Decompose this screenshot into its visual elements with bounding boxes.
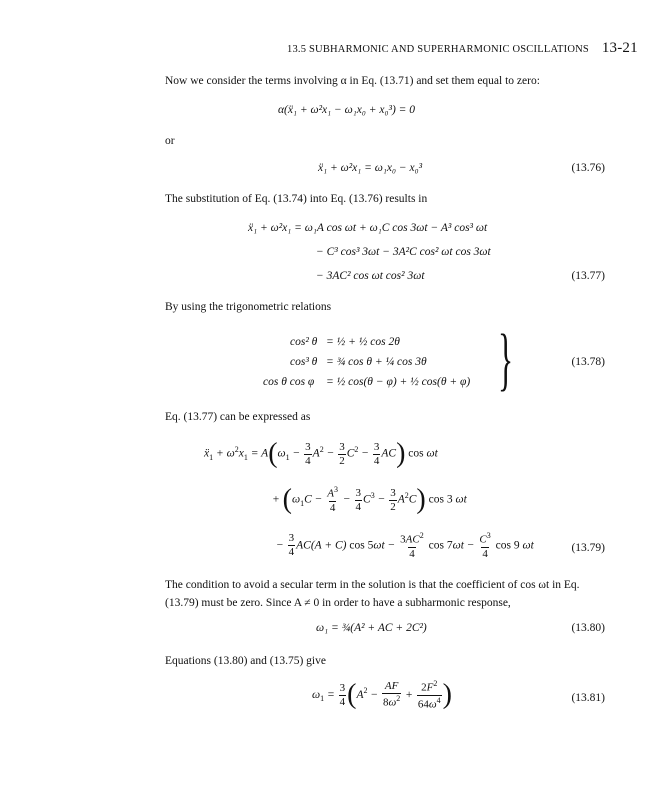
equation-13-78-line-1-rhs: = ½ + ½ cos 2θ: [326, 336, 400, 348]
right-brace: }: [498, 321, 514, 398]
paragraph-3: By using the trigonometric relations: [165, 301, 332, 313]
equation-13-77-line-2: − C³ cos³ 3ωt − 3A²C cos² ωt cos 3ωt: [316, 246, 491, 258]
equation-13-77-line-1: ẍ₁ + ω²x₁ = ω₁A cos ωt + ω₁C cos 3ωt − A³ cos³ ωt: [248, 222, 488, 234]
paragraph-1: Now we consider the terms involving α in Eq. (13.71) and set them equal to zero:: [165, 75, 540, 87]
equation-13-78-line-1-lhs: cos² θ: [290, 336, 318, 348]
equation-13-79-line-2: + ($\omega_1C$ − $\frac{A^3}{4}$ − $\frac{3}{4}$ $C^3$ − $\frac{3}{2}$ $A^2C$) cos 3 ωt: [272, 484, 467, 515]
equation-13-78-line-2-lhs: cos³ θ: [290, 356, 318, 368]
equation-number-13-79: (13.79): [571, 542, 605, 554]
equation-alpha: α(ẍ₁ + ω²x₁ − ω₁x₀ + x₀³) = 0: [278, 104, 416, 116]
equation-number-13-80: (13.80): [571, 622, 605, 634]
page-number: 13-21: [601, 40, 638, 56]
equation-number-13-78: (13.78): [571, 356, 605, 368]
equation-number-13-81: (13.81): [571, 692, 605, 704]
equation-number-13-76: (13.76): [571, 162, 605, 174]
equation-13-78-line-2-rhs: = ¾ cos θ + ¼ cos 3θ: [326, 356, 427, 368]
equation-13-77-line-3: − 3AC² cos ωt cos² 3ωt: [316, 270, 425, 282]
equation-13-78-line-3-lhs: cos θ cos φ: [263, 376, 315, 388]
paragraph-4: Eq. (13.77) can be expressed as: [165, 411, 311, 423]
section-title: 13.5 SUBHARMONIC AND SUPERHARMONIC OSCILLATIONS: [287, 44, 589, 55]
paragraph-or: or: [165, 135, 175, 147]
paragraph-6: Equations (13.80) and (13.75) give: [165, 655, 326, 667]
equation-13-80: ω₁ = ¾(A² + AC + 2C²): [316, 622, 427, 634]
equation-13-81: $\omega_1$ = $\frac{3}{4}$ ($A^2$ − $\frac{AF}{8\omega^2}$ + $\frac{2F^2}{64\omega^4}$ ): [312, 679, 452, 711]
equation-13-78-line-3-rhs: = ½ cos(θ − φ) + ½ cos(θ + φ): [326, 376, 471, 388]
paragraph-2: The substitution of Eq. (13.74) into Eq. (13.76) results in: [165, 193, 428, 205]
equation-13-79-line-1: ẍ$_1$ + $\omega^2x_1 = A(\omega_1$ − $\frac{3}{4}$ $A^2$ − $\frac{3}{2}$ $C^2$ − $\frac{3}{4}$ AC) cos ωt: [204, 438, 438, 469]
equation-13-76: ẍ₁ + ω²x₁ = ω₁x₀ − x₀³: [318, 162, 423, 174]
equation-number-13-77: (13.77): [571, 270, 605, 282]
equation-13-79-line-3: − $\frac{3}{4}$ AC(A + C) cos 5ωt − $\frac{3AC^2}{4}$ cos 7ωt − $\frac{C^3}{4}$ cos 9 ωt: [276, 531, 534, 560]
running-header: [287, 40, 638, 57]
paragraph-5: The condition to avoid a secular term in the solution is that the coefficient of cos ωt in Eq. (13.79) must be zero. Since A ≠ 0 in order to have a subharmonic response,: [165, 579, 580, 609]
